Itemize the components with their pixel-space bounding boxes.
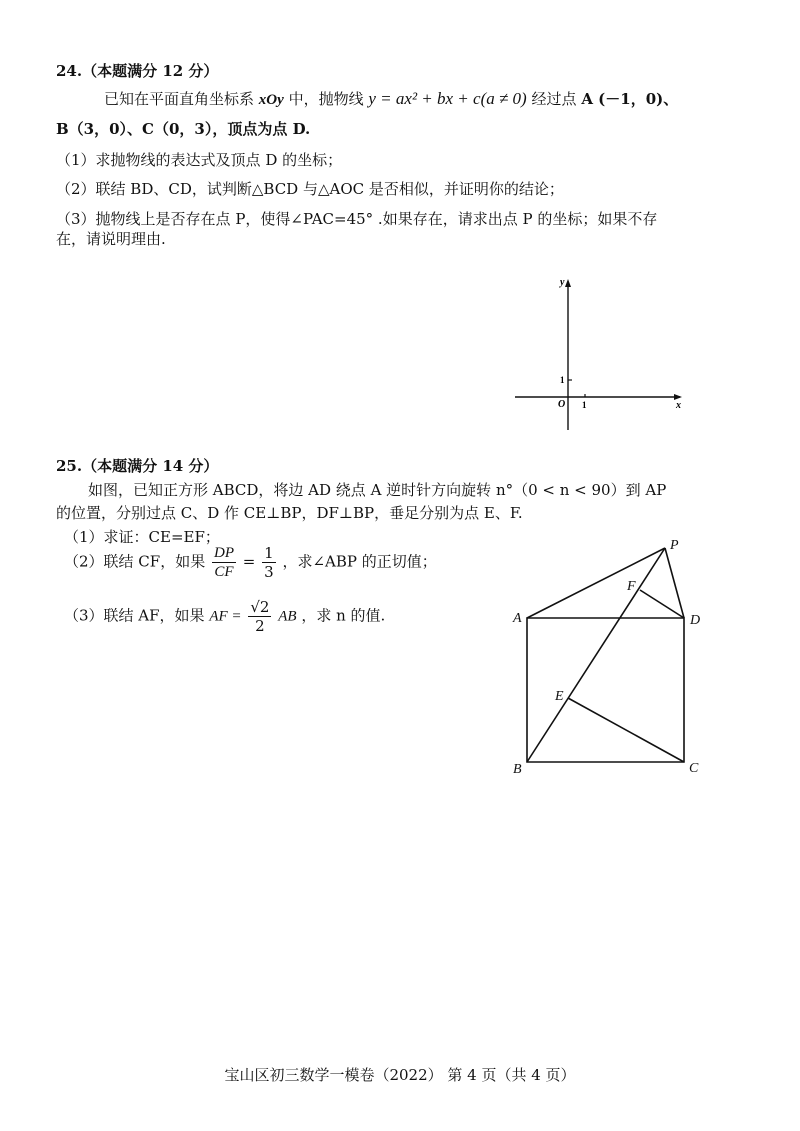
q25-header: 25.（本题满分 14 分） (56, 457, 219, 475)
q25-part2-a: （2）联结 CF，如果 (64, 552, 206, 571)
q25-part3-rhs: AB (278, 608, 297, 625)
x-axis-label: x (676, 400, 681, 411)
q25-part2-ratio (262, 544, 276, 581)
y-axis-arrow (565, 279, 571, 287)
label-d: D (690, 613, 701, 628)
q25-part1: （1）求证：CE=EF； (64, 528, 220, 546)
q24-coordinate-graph (505, 270, 690, 435)
q25-part2-num: DP (213, 545, 234, 561)
y-axis-label: y (560, 277, 565, 288)
segment-ce (568, 698, 684, 762)
q25-part3-fraction (248, 598, 271, 635)
q25-part2-rden: 3 (264, 563, 274, 581)
q24-header: 24.（本题满分 12 分） (56, 62, 219, 80)
y-tick-label: 1 (560, 375, 565, 385)
label-f: F (627, 579, 636, 594)
label-b: B (513, 762, 522, 777)
segment-bp (527, 548, 665, 762)
q25-part2-fraction (212, 544, 236, 581)
x-tick-label: 1 (582, 400, 587, 410)
q24-intro-c: 经过点 (531, 90, 577, 108)
q24-line2: B（3，0）、C（0，3），顶点为点 D. (56, 120, 311, 138)
q24-intro-a: 已知在平面直角坐标系 (104, 90, 255, 108)
q25-part2-eq: = (242, 552, 256, 571)
q25-part2-rnum: 1 (264, 544, 274, 562)
q25-part3-rden: 2 (255, 617, 265, 635)
label-c: C (689, 761, 699, 776)
q24-equation: y = ax² + bx + c(a ≠ 0) (368, 89, 527, 108)
q25-part3 (64, 598, 385, 635)
q25-geometry-figure (505, 530, 715, 780)
q25-part3-rnum: √2 (250, 598, 270, 616)
q24-point-a: A (－1，0)、 (581, 90, 679, 108)
label-a: A (513, 611, 522, 626)
q24-part1: （1）求抛物线的表达式及顶点 D 的坐标； (56, 151, 343, 169)
page-footer: 宝山区初三数学一模卷（2022） 第 4 页（共 4 页） (224, 1066, 576, 1084)
q24-part3-line1: （3）抛物线上是否存在点 P，使得∠PAC=45° .如果存在，请求出点 P 的坐标；如果不存 (56, 210, 658, 228)
q25-part2 (64, 544, 437, 581)
segment-ap (527, 548, 665, 618)
q25-intro-line1: 如图，已知正方形 ABCD，将边 AD 绕点 A 逆时针方向旋转 n°（0 < n < 90）到 AP (88, 481, 667, 499)
q25-part2-den: CF (214, 564, 234, 580)
q24-intro (104, 88, 678, 109)
q24-part3-line2: 在，请说明理由. (56, 230, 166, 248)
q24-intro-b: 中，抛物线 (288, 90, 364, 108)
label-p: P (670, 538, 679, 553)
q25-part2-b: ，求∠ABP 的正切值； (282, 552, 437, 571)
q24-intro-var: xOy (258, 92, 284, 108)
q25-part3-a: （3）联结 AF，如果 (64, 606, 205, 625)
q25-intro-line2: 的位置，分别过点 C、D 作 CE⊥BP，DF⊥BP，垂足分别为点 E、F. (56, 504, 523, 522)
origin-label: O (558, 399, 566, 410)
label-e: E (555, 689, 564, 704)
q25-part3-lhs: AF = (209, 608, 242, 625)
q25-part3-b: ，求 n 的值. (301, 606, 386, 625)
q24-part2: （2）联结 BD、CD，试判断△BCD 与△AOC 是否相似，并证明你的结论； (56, 180, 564, 198)
